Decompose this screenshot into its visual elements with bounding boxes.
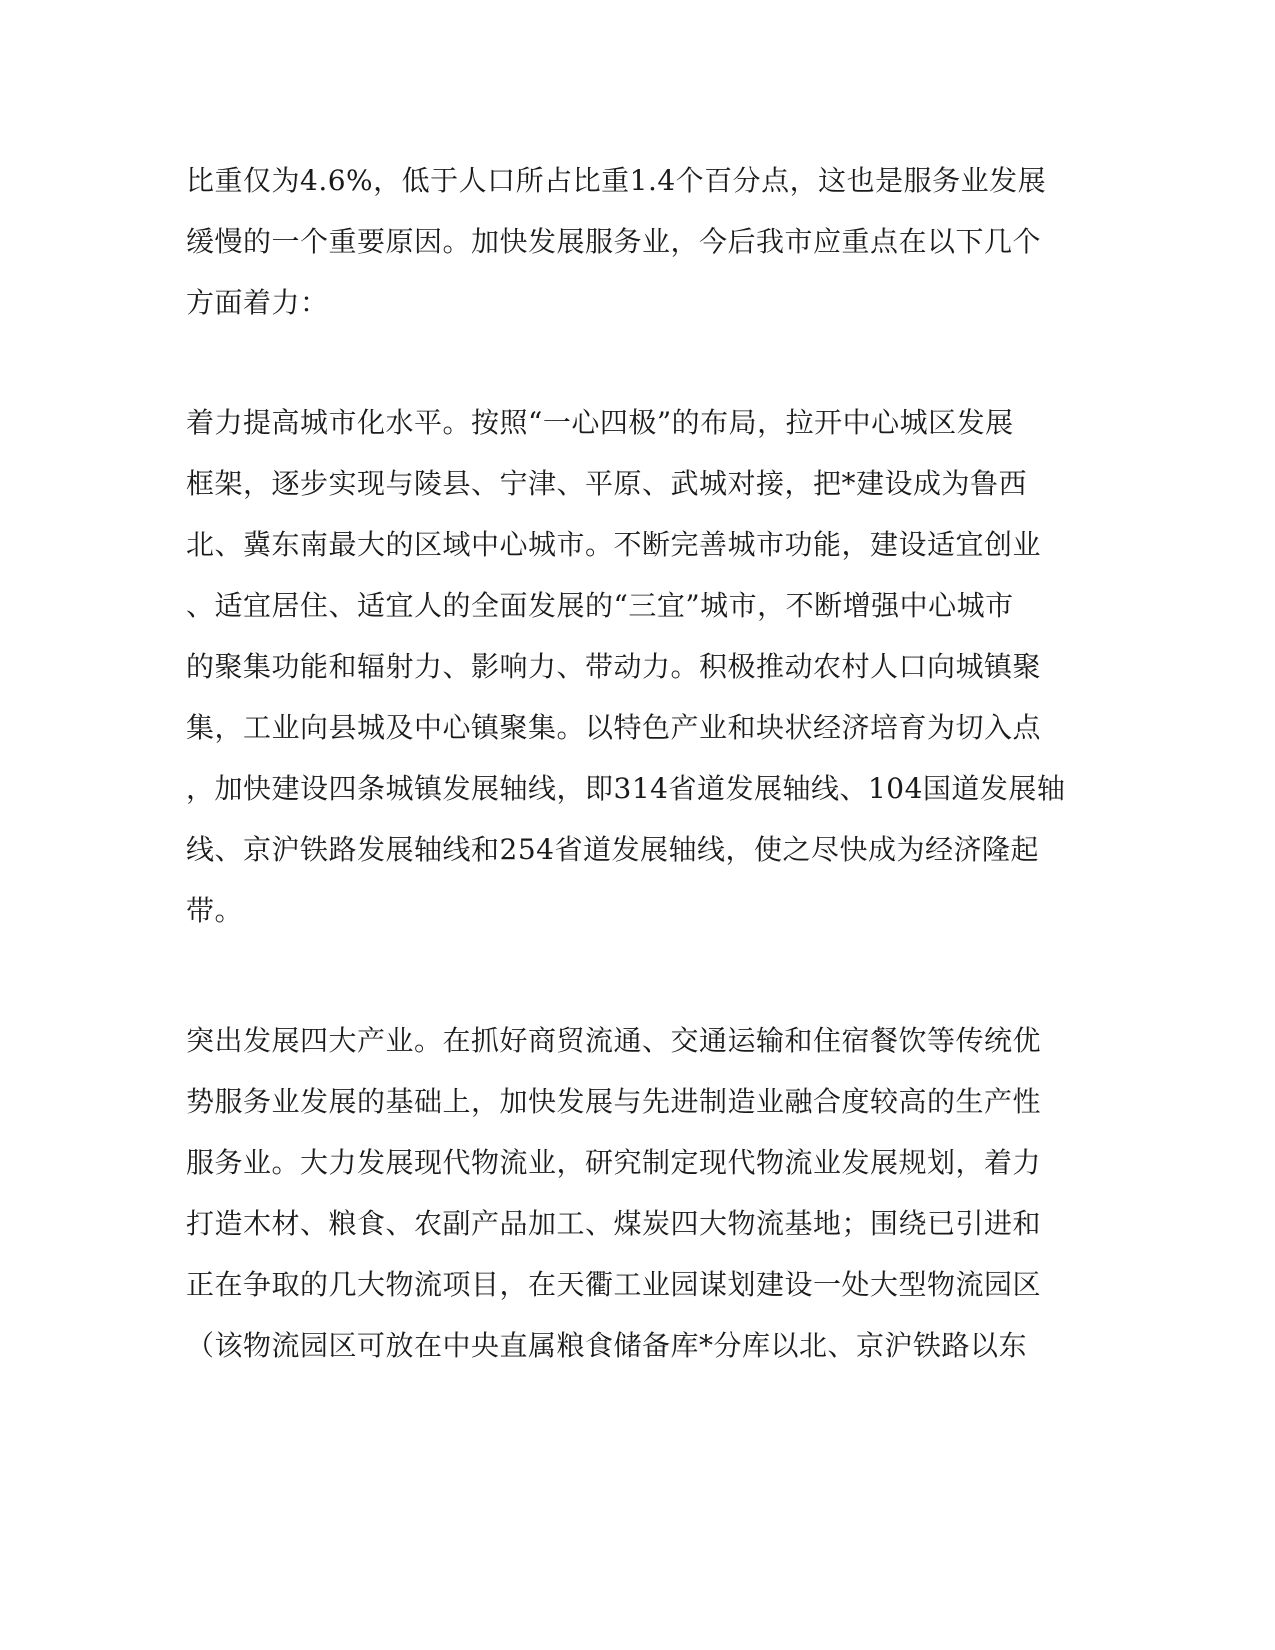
text-line: 方面着力： bbox=[186, 286, 329, 319]
paragraph-four-industries bbox=[186, 1010, 1086, 1376]
text-line: 线、京沪铁路发展轴线和254省道发展轴线，使之尽快成为经济隆起 bbox=[186, 833, 1039, 866]
text-line: 突出发展四大产业。在抓好商贸流通、交通运输和住宿餐饮等传统优 bbox=[186, 1024, 1042, 1057]
text-line: 的聚集功能和辐射力、影响力、带动力。积极推动农村人口向城镇聚 bbox=[186, 650, 1042, 683]
text-line: 着力提高城市化水平。按照“一心四极”的布局，拉开中心城区发展 bbox=[186, 406, 1014, 439]
text-line: 北、冀东南最大的区域中心城市。不断完善城市功能，建设适宜创业 bbox=[186, 528, 1042, 561]
text-line: ，加快建设四条城镇发展轴线，即314省道发展轴线、104国道发展轴 bbox=[186, 772, 1066, 805]
text-line: 缓慢的一个重要原因。加快发展服务业，今后我市应重点在以下几个 bbox=[186, 225, 1042, 258]
text-line: 比重仅为4.6%，低于人口所占比重1.4个百分点，这也是服务业发展 bbox=[186, 164, 1047, 197]
text-line: 服务业。大力发展现代物流业，研究制定现代物流业发展规划，着力 bbox=[186, 1146, 1042, 1179]
text-line: 、适宜居住、适宜人的全面发展的“三宜”城市，不断增强中心城市 bbox=[186, 589, 1014, 622]
text-line: 框架，逐步实现与陵县、宁津、平原、武城对接，把*建设成为鲁西 bbox=[186, 467, 1028, 500]
text-line: 正在争取的几大物流项目，在天衢工业园谋划建设一处大型物流园区 bbox=[186, 1268, 1042, 1301]
text-line: 带。 bbox=[186, 894, 244, 927]
paragraph-service-industry-intro bbox=[186, 150, 1086, 333]
text-line: 势服务业发展的基础上，加快发展与先进制造业融合度较高的生产性 bbox=[186, 1085, 1042, 1118]
text-line: （该物流园区可放在中央直属粮食储备库*分库以北、京沪铁路以东 bbox=[186, 1329, 1028, 1362]
text-line: 打造木材、粮食、农副产品加工、煤炭四大物流基地；围绕已引进和 bbox=[186, 1207, 1042, 1240]
text-line: 集，工业向县城及中心镇聚集。以特色产业和块状经济培育为切入点 bbox=[186, 711, 1042, 744]
paragraph-urbanization bbox=[186, 392, 1086, 941]
